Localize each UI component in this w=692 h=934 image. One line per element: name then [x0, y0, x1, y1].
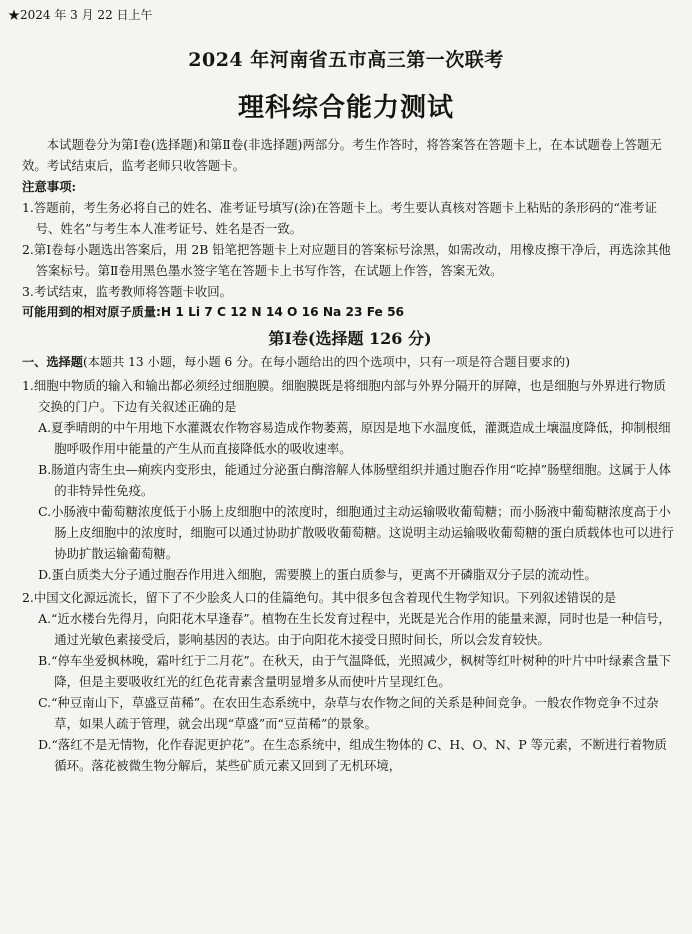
section-head: [22, 352, 678, 373]
section-title: 第Ⅰ卷(选择题 126 分): [268, 329, 432, 348]
exam-content: [22, 134, 678, 776]
question-option: B.“停车坐爱枫林晚，霜叶红于二月花”。在秋天，由于气温降低，光照减少，枫树等红叶树种的叶片中叶绿素含量下降，但是主要吸收红光的红色花青素含量明显增多从而使叶片呈现红色。: [38, 653, 671, 689]
question-option: D.蛋白质类大分子通过胞吞作用进入细胞，需要膜上的蛋白质参与，更离不开磷脂双分子层的流动性。: [38, 567, 597, 582]
question-stem: 2.中国文化源远流长，留下了不少脍炙人口的佳篇绝句。其中很多包含着现代生物学知识。下列叙述错误的是: [22, 590, 617, 605]
question-stem: 1.细胞中物质的输入和输出都必须经过细胞膜。细胞膜既是将细胞内部与外界分隔开的屏障，也是细胞与外界进行物质交换的门户。下边有关叙述正确的是: [22, 378, 666, 414]
question-option: A.夏季晴朗的中午用地下水灌溉农作物容易造成作物萎蔫，原因是地下水温度低，灌溉造成土壤温度降低，抑制根细胞呼吸作用中能量的产生从而直接降低水的吸收速率。: [38, 420, 671, 456]
question-option: D.“落红不是无情物，化作春泥更护花”。在生态系统中，组成生物体的 C、H、O、N、P 等元素，不断进行着物质循环。落花被微生物分解后，某些矿质元素又回到了无机环境，: [38, 737, 667, 773]
notice-item: 3.考试结束，监考教师将答题卡收回。: [22, 284, 233, 299]
notice-item: 2.第Ⅰ卷每小题选出答案后，用 2B 铅笔把答题卡上对应题目的答案标号涂黑，如需改动，用橡皮擦干净后，再选涂其他答案标号。第Ⅱ卷用黑色墨水签字笔在答题卡上书写作答，在试题上作答，答案无效。: [22, 242, 671, 278]
subject-title: 理科综合能力测试: [237, 93, 454, 123]
exam-title: 2024 年河南省五市高三第一次联考: [188, 49, 504, 71]
section-head-label: 一、选择题: [22, 355, 83, 369]
notice-item: 1.答题前，考生务必将自己的姓名、准考证号填写(涂)在答题卡上。考生要认真核对答题卡上粘贴的条形码的“准考证号、姓名”与考生本人准考证号、姓名是否一致。: [22, 200, 657, 236]
section-head-text: (本题共 13 小题，每小题 6 分。在每小题给出的四个选项中，只有一项是符合题目要求的): [82, 355, 570, 369]
question-option: A.“近水楼台先得月，向阳花木早逢春”。植物在生长发育过程中，光既是光合作用的能量来源，同时也是一种信号，通过光敏色素接受后，影响基因的表达。由于向阳花木接受日照时间长，所以会发育较快。: [38, 611, 671, 647]
atomic-masses: 可能用到的相对原子质量:H 1 Li 7 C 12 N 14 O 16 Na 23 Fe 56: [22, 305, 405, 319]
notice-heading: 注意事项:: [22, 179, 77, 194]
question-option: B.肠道内寄生虫—痢疾内变形虫，能通过分泌蛋白酶溶解人体肠壁组织并通过胞吞作用“吃掉”肠壁细胞。这属于人体的非特异性免疫。: [38, 462, 671, 498]
intro-paragraph: 本试题卷分为第Ⅰ卷(选择题)和第Ⅱ卷(非选择题)两部分。考生作答时，将答案答在答题卡上，在本试题卷上答题无效。考试结束后，监考老师只收答题卡。: [22, 137, 662, 173]
exam-date: ★2024 年 3 月 22 日上午: [8, 8, 153, 22]
question-option: C.小肠液中葡萄糖浓度低于小肠上皮细胞中的浓度时，细胞通过主动运输吸收葡萄糖；而小肠液中葡萄糖浓度高于小肠上皮细胞中的浓度时，细胞可以通过协助扩散吸收葡萄糖。这说明主动运输吸收葡萄糖的蛋白质载体也可以进行协助扩散运输葡萄糖。: [38, 504, 674, 561]
question-option: C.“种豆南山下，草盛豆苗稀”。在农田生态系统中，杂草与农作物之间的关系是种间竞争。一般农作物竞争不过杂草，如果人疏于管理，就会出现“草盛”而“豆苗稀”的景象。: [38, 695, 659, 731]
